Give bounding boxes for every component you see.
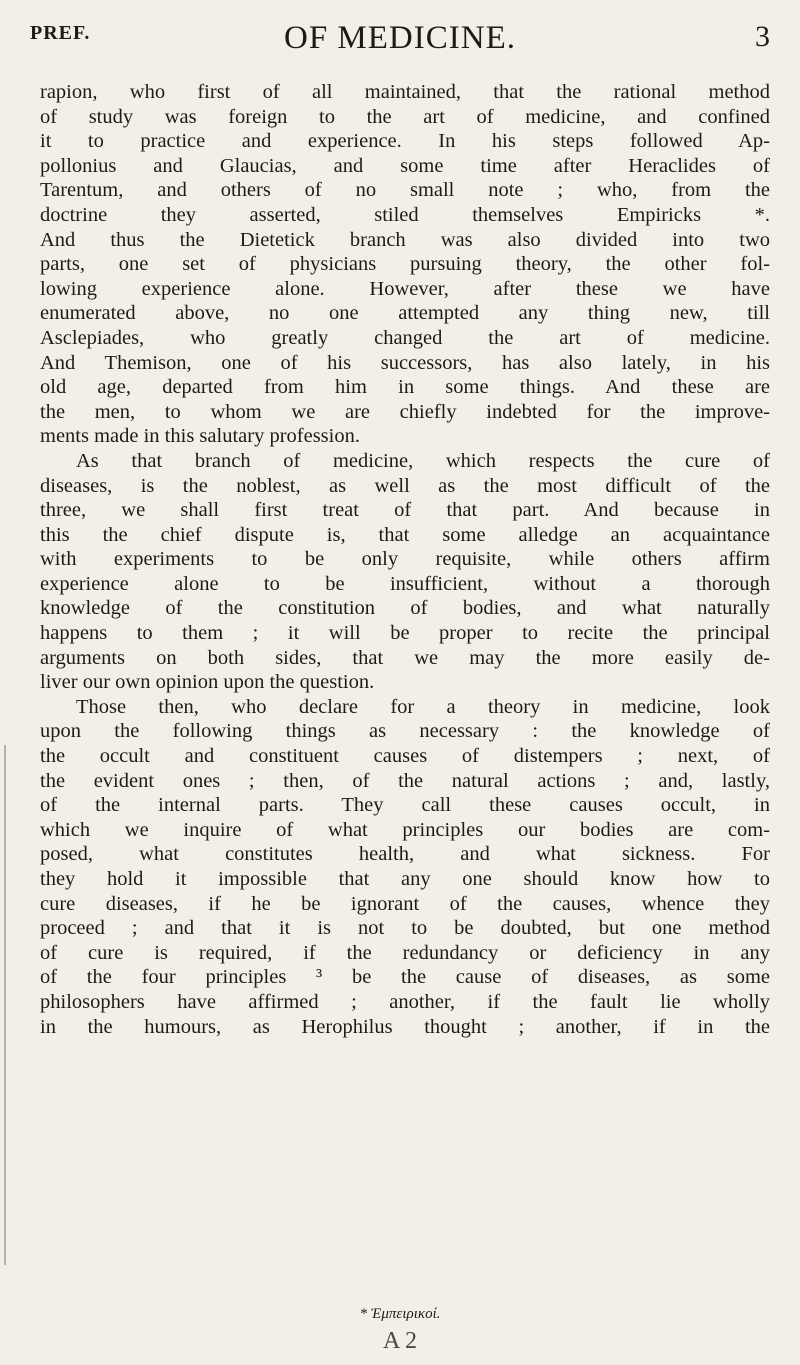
text-line: Tarentum, and others of no small note ; who, from the bbox=[40, 179, 770, 202]
text-line: happens to them ; it will be proper to recite the principal bbox=[40, 622, 770, 645]
text-line: the occult and constituent causes of distempers ; next, of bbox=[40, 745, 770, 768]
text-line: they hold it impossible that any one should know how to bbox=[40, 868, 770, 890]
signature-mark: A 2 bbox=[382, 1328, 417, 1354]
running-head-left: PREF. bbox=[30, 22, 91, 44]
text-line: of the internal parts. They call these causes occult, in bbox=[40, 794, 770, 817]
text-line: Asclepiades, who greatly changed the art of medicine. bbox=[40, 326, 770, 349]
text-line: of study was foreign to the art of medicine, and confined bbox=[40, 105, 770, 128]
binding-edge-mark bbox=[4, 745, 6, 1265]
text-line: three, we shall first treat of that part. And because in bbox=[40, 499, 770, 522]
text-line: enumerated above, no one attempted any thing new, till bbox=[40, 302, 770, 325]
text-line: rapion, who first of all maintained, that the rational method bbox=[40, 81, 770, 103]
text-line: parts, one set of physicians pursuing theory, the other fol- bbox=[40, 253, 770, 276]
text-line: And Themison, one of his successors, has also lately, in his bbox=[40, 351, 770, 374]
text-line: diseases, is the noblest, as well as the most difficult of the bbox=[40, 474, 770, 497]
body-text bbox=[40, 80, 770, 1039]
text-line: this the chief dispute is, that some alledge an acquaintance bbox=[40, 523, 770, 546]
running-head-title: OF MEDICINE. bbox=[284, 20, 516, 56]
text-line: ments made in this salutary profession. bbox=[40, 425, 360, 448]
text-line: in the humours, as Herophilus thought ; another, if in the bbox=[40, 1015, 770, 1038]
text-line: Those then, who declare for a theory in medicine, look bbox=[76, 695, 770, 718]
text-line: lowing experience alone. However, after these we have bbox=[40, 277, 770, 300]
text-line: pollonius and Glaucias, and some time after Heraclides of bbox=[40, 154, 770, 177]
text-line: As that branch of medicine, which respects the cure of bbox=[76, 449, 770, 472]
text-line: And thus the Dietetick branch was also divided into two bbox=[40, 228, 770, 251]
text-line: posed, what constitutes health, and what sickness. For bbox=[40, 843, 770, 866]
text-line: the evident ones ; then, of the natural actions ; and, lastly, bbox=[40, 769, 770, 792]
text-line: it to practice and experience. In his steps followed Ap- bbox=[40, 130, 770, 153]
text-line: knowledge of the constitution of bodies, and what naturally bbox=[40, 597, 770, 620]
text-line: philosophers have affirmed ; another, if the fault lie wholly bbox=[40, 990, 770, 1013]
text-line: old age, departed from him in some things. And these are bbox=[40, 376, 770, 399]
text-line: proceed ; and that it is not to be doubted, but one method bbox=[40, 917, 770, 940]
text-line: doctrine they asserted, stiled themselves Empiricks *. bbox=[40, 203, 770, 226]
text-line: with experiments to be only requisite, while others affirm bbox=[40, 548, 770, 571]
text-line: cure diseases, if he be ignorant of the causes, whence they bbox=[40, 892, 770, 915]
text-line: of cure is required, if the redundancy or deficiency in any bbox=[40, 941, 770, 964]
text-line: liver our own opinion upon the question. bbox=[40, 671, 375, 694]
text-line: of the four principles ³ be the cause of diseases, as some bbox=[40, 966, 770, 989]
text-line: experience alone to be insufficient, without a thorough bbox=[40, 572, 770, 595]
text-line: the men, to whom we are chiefly indebted for the improve- bbox=[40, 400, 770, 423]
page-number: 3 bbox=[755, 20, 770, 53]
text-line: which we inquire of what principles our bodies are com- bbox=[40, 818, 770, 841]
footnote: * Ἐμπειρικοί. bbox=[359, 1306, 441, 1322]
text-line: upon the following things as necessary : the knowledge of bbox=[40, 720, 770, 743]
page-header bbox=[30, 20, 770, 60]
text-line: arguments on both sides, that we may the more easily de- bbox=[40, 646, 770, 669]
